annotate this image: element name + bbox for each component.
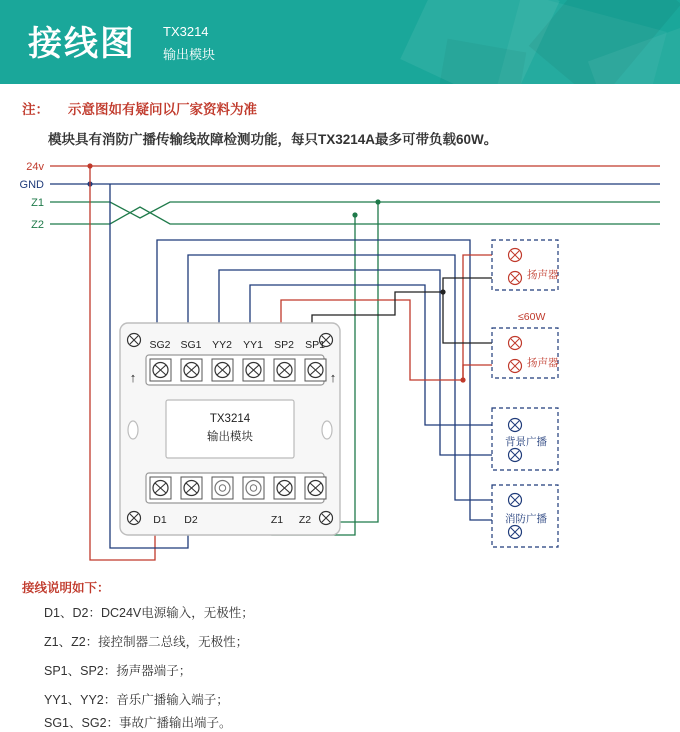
load-background-broadcast (492, 408, 558, 470)
page-title: 接线图 (28, 25, 136, 63)
terminal-label-z1-bottom: Z1 (270, 514, 284, 526)
load-label-background-broadcast: 背景广播 (505, 436, 547, 448)
terminal-label-sg2: SG2 (149, 339, 171, 351)
module-mount-slot-left (128, 421, 138, 439)
terminal-label-yy2: YY2 (212, 339, 232, 351)
load-speaker-1 (492, 240, 559, 290)
bus-label-24v: 24v (26, 161, 44, 173)
junction-dot-speaker-black (440, 289, 445, 294)
terminal-label-z2-bottom: Z2 (298, 514, 312, 526)
module-type-label: 输出模块 (207, 431, 253, 443)
terminal-label-d1: D1 (153, 514, 167, 526)
instruction-item-4: YY1、YY2：音乐广播输入端子； (44, 693, 229, 707)
load-label-fire-broadcast: 消防广播 (505, 513, 547, 525)
bus-label-gnd: GND (19, 179, 44, 191)
load-speaker-2 (492, 328, 559, 378)
instruction-item-1: D1、D2：DC24V电源输入，无极性； (44, 606, 254, 620)
module-model-label: TX3214 (209, 413, 251, 425)
header-module-type: 输出模块 (163, 47, 216, 62)
bus-label-z1: Z1 (31, 197, 44, 209)
power-rating-label: ≤60W (518, 311, 546, 323)
instruction-item-5: SG1、SG2：事故广播输出端子。 (44, 716, 232, 730)
wire-speaker1-top (463, 255, 492, 380)
terminal-label-sp1: SP1 (305, 339, 325, 351)
load-label-speaker-1: 扬声器 (527, 269, 559, 281)
header-model: TX3214 (163, 24, 209, 39)
note-text: 示意图如有疑问以厂家资料为准 (68, 102, 257, 117)
instruction-item-2: Z1、Z2：接控制器二总线，无极性； (44, 635, 249, 649)
terminal-label-sp2: SP2 (274, 339, 294, 351)
terminal-label-sg1: SG1 (180, 339, 202, 351)
module-label-plate (166, 400, 294, 458)
bus-label-z2: Z2 (31, 219, 44, 231)
terminal-label-yy1: YY1 (243, 339, 263, 351)
wire-speaker2-top (463, 365, 492, 380)
terminal-label-d2: D2 (184, 514, 198, 526)
arrow-right-icon: ↑ (329, 370, 337, 385)
wire-speaker1-bottom (443, 278, 492, 292)
junction-dot-speaker-red (460, 377, 465, 382)
arrow-left-icon: ↑ (129, 370, 137, 385)
load-fire-broadcast (492, 485, 558, 547)
instructions-title: 接线说明如下： (22, 581, 110, 595)
note-secondary-text: 模块具有消防广播传输线故障检测功能，每只TX3214A最多可带负载60W。 (48, 132, 498, 147)
wire-speaker2-bottom (443, 292, 492, 343)
bottom-terminal-strip (146, 473, 324, 503)
module-mount-slot-right (322, 421, 332, 439)
note-label: 注： (22, 102, 49, 117)
load-label-speaker-2: 扬声器 (527, 357, 559, 369)
instruction-item-3: SP1、SP2：扬声器端子； (44, 664, 192, 678)
top-terminal-strip (146, 355, 324, 385)
